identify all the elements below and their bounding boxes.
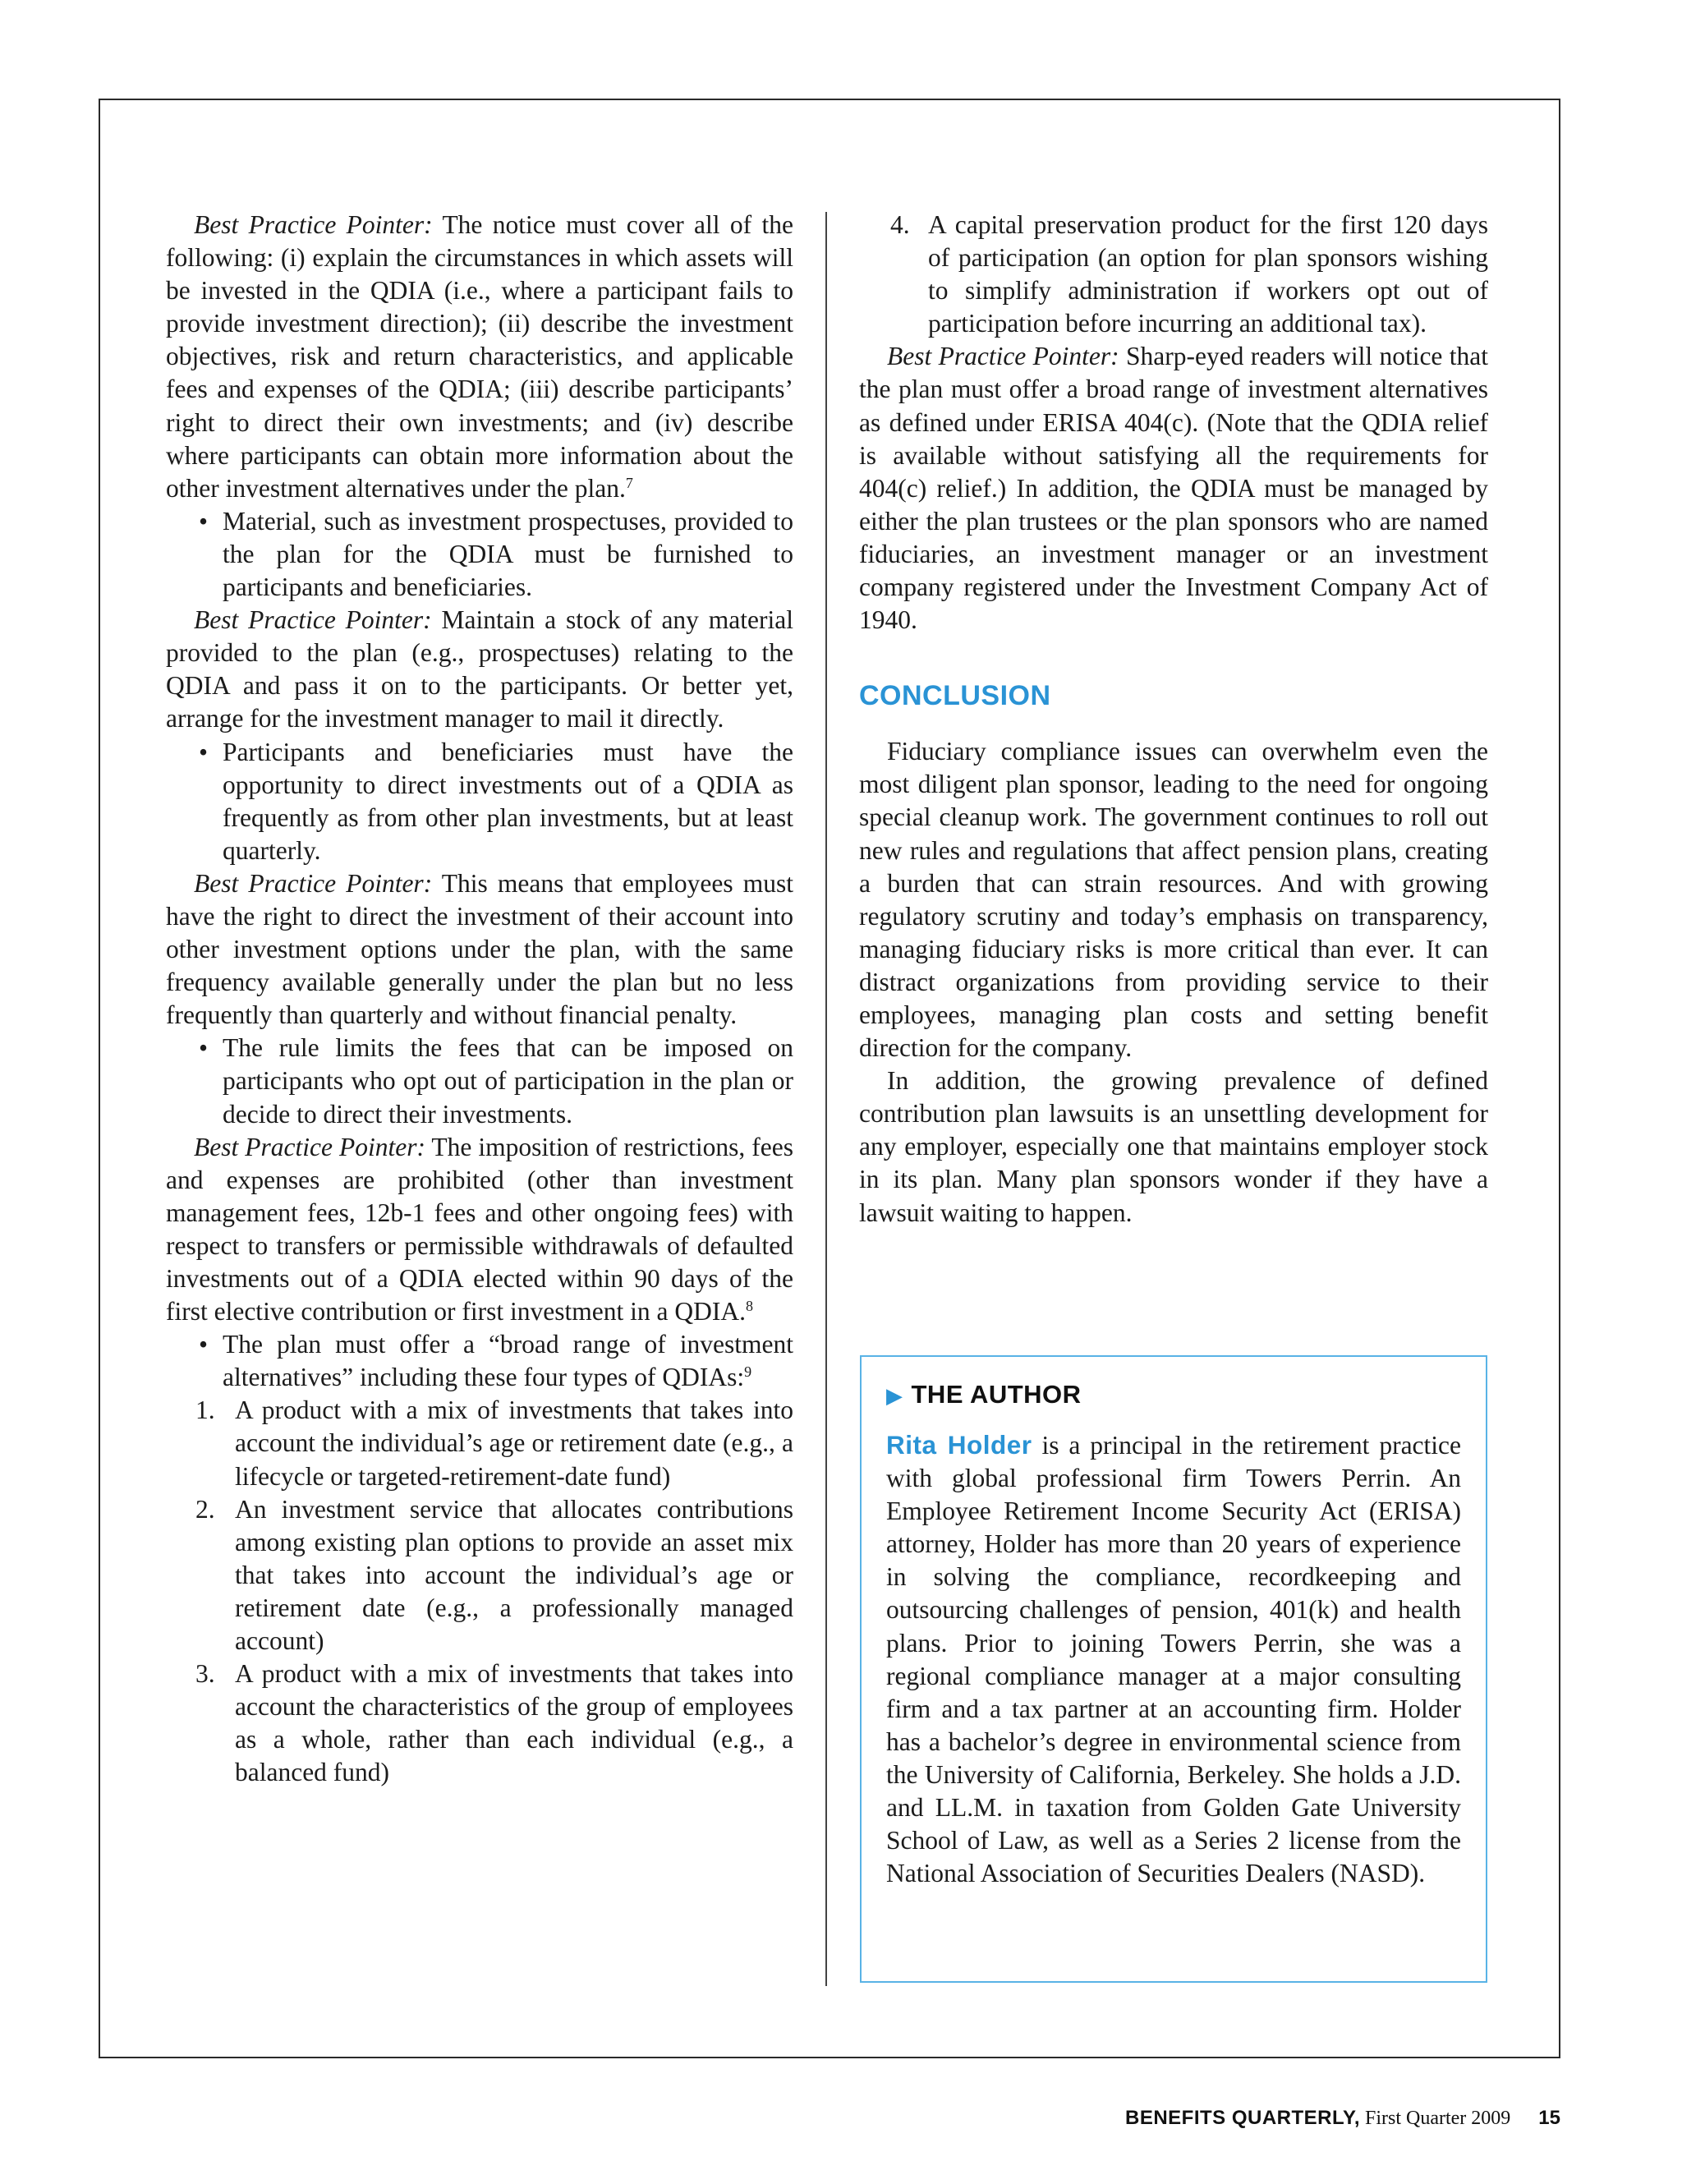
item-number: 3. [195, 1659, 215, 1689]
bullet-mark: • [199, 1033, 209, 1063]
bullet-item [166, 1032, 793, 1130]
item-number: 2. [195, 1494, 215, 1524]
bullet-mark: • [199, 506, 209, 536]
best-practice-paragraph [166, 604, 793, 735]
author-name: Rita Holder [886, 1430, 1032, 1460]
item-text: An investment service that allocates contributions among existing plan options to provide an asset mix that takes into account the individual’s age or retirement date (e.g., a professionally managed account) [235, 1494, 793, 1656]
item-text: A product with a mix of investments that takes into account the individual’s age or retirement date (e.g., a lifecycle or targeted-retirement-date fund) [235, 1395, 793, 1491]
best-practice-paragraph [859, 340, 1488, 637]
paragraph-text: This means that employees must have the right to direct the investment of their account into other investment options under the plan, with the same frequency available generally under the plan but no less frequently than quarterly and without financial penalty. [166, 868, 793, 1030]
right-column [859, 209, 1488, 1230]
author-heading [886, 1378, 1461, 1412]
conclusion-paragraph: In addition, the growing prevalence of defined contribution plan lawsuits is an unsettling development for any employer, especially one that maintains employer stock in its plan. Many plan sponsors wonder if they have a lawsuit waiting to happen. [859, 1066, 1488, 1227]
bullet-item [166, 736, 793, 867]
pointer-label: Best Practice Pointer: [887, 342, 1119, 371]
bullet-text: The plan must offer a “broad range of investment alternatives” including these four types of QDIAs: [223, 1330, 793, 1392]
bullet-text: The rule limits the fees that can be imposed on participants who opt out of participation in the plan or decide to direct their investments. [223, 1033, 793, 1129]
paragraph-text: The notice must cover all of the following: (i) explain the circumstances in which assets will be invested in the QDIA (i.e., where a participant fails to provide investment direction); (ii) describe the investment objectives, risk and return characteristics, and applicable fees and expenses of the QDIA; (iii) describe participants’ right to direct their own investments; and (iv) describe where participants can obtain more information about the other investment alternatives under the plan. [166, 210, 793, 503]
item-number: 1. [195, 1395, 215, 1425]
author-box [860, 1355, 1487, 1983]
pointer-label: Best Practice Pointer: [194, 1132, 425, 1161]
best-practice-paragraph [166, 867, 793, 1032]
item-text: A capital preservation product for the first 120 days of participation (an option for plan sponsors wishing to simplify administration if workers opt out of participation before incurring an additional tax). [928, 210, 1488, 338]
author-heading-text: THE AUTHOR [911, 1380, 1082, 1409]
page-footer [1051, 2106, 1560, 2131]
item-number: 4. [890, 210, 910, 239]
bullet-item [166, 1328, 793, 1394]
numbered-item [166, 1493, 793, 1658]
numbered-item [166, 1658, 793, 1789]
paragraph-text: Sharp-eyed readers will notice that the plan must offer a broad range of investment alternatives as defined under ERISA 404(c). (Note that the QDIA relief is available without satisfying all the requirements for 404(c) relief.) In addition, the QDIA must be managed by either the plan trustees or the plan sponsors who are named fiduciaries, an investment manager or an investment company registered under the Investment Company Act of 1940. [859, 342, 1488, 635]
issue-date: First Quarter 2009 [1359, 2108, 1511, 2129]
page-number: 15 [1538, 2107, 1560, 2129]
numbered-item [859, 209, 1488, 340]
column-divider [825, 212, 827, 1986]
footnote-ref: 7 [625, 474, 633, 491]
numbered-item [166, 1394, 793, 1492]
paragraph-text: The imposition of restrictions, fees and expenses are prohibited (other than investment management fees, 12b-1 fees and other ongoing fees) with respect to transfers or permissible withdrawals of defaulted investments out of a QDIA elected within 90 days of the first elective contribution or first investment in a QDIA. [166, 1132, 794, 1326]
publication-name: BENEFITS QUARTERLY, [1125, 2107, 1360, 2129]
best-practice-paragraph [166, 209, 793, 505]
best-practice-paragraph [166, 1131, 793, 1329]
item-text: A product with a mix of investments that takes into account the characteristics of the group of employees as a whole, rather than each individual (e.g., a balanced fund) [235, 1659, 793, 1787]
pointer-label: Best Practice Pointer: [194, 210, 433, 239]
pointer-label: Best Practice Pointer: [194, 605, 432, 635]
left-column [166, 209, 793, 1790]
section-heading-conclusion: CONCLUSION [859, 680, 1051, 712]
bullet-mark: • [199, 737, 209, 766]
bullet-text: Material, such as investment prospectuses, provided to the plan for the QDIA must be furnished to participants and beneficiaries. [223, 506, 793, 602]
paragraph-text: Maintain a stock of any material provided to the plan (e.g., prospectuses) relating to the QDIA and pass it on to the participants. Or better yet, arrange for the investment manager to mail it directly. [166, 605, 793, 733]
footnote-ref: 8 [745, 1298, 753, 1315]
bullet-item [166, 505, 793, 604]
pointer-label: Best Practice Pointer: [194, 868, 433, 898]
conclusion-paragraph: Fiduciary compliance issues can overwhelm even the most diligent plan sponsor, leading to the need for ongoing special cleanup work. The government continues to roll out new rules and regulations that affect pension plans, creating a burden that can strain resources. And with growing regulatory scrutiny and today’s emphasis on transparency, managing fiduciary risks is more critical than ever. It can distract organizations from providing service to their employees, managing plan costs and setting benefit direction for the company. [859, 737, 1488, 1063]
author-bio [886, 1428, 1461, 1890]
footnote-ref: 9 [744, 1363, 752, 1381]
bullet-mark: • [199, 1330, 209, 1359]
author-bio-text: is a principal in the retirement practice with global professional firm Towers Perrin. An Employee Retirement Income Security Act (ERISA) attorney, Holder has more than 20 years of experience in solving the compliance, recordkeeping and outsourcing challenges of pension, 401(k) and health plans. Prior to joining Towers Perrin, she was a regional compliance manager at a major consulting firm and a tax partner at an accounting firm. Holder has a bachelor’s degree in environmental science from the University of California, Berkeley. She holds a J.D. and LL.M. in taxation from Golden Gate University School of Law, as well as a Series 2 license from the National Association of Securities Dealers (NASD). [886, 1431, 1461, 1888]
bullet-text: Participants and beneficiaries must have the opportunity to direct investments out of a QDIA as frequently as from other plan investments, but at least quarterly. [223, 737, 793, 865]
triangle-arrow-icon: ▶ [886, 1383, 903, 1408]
